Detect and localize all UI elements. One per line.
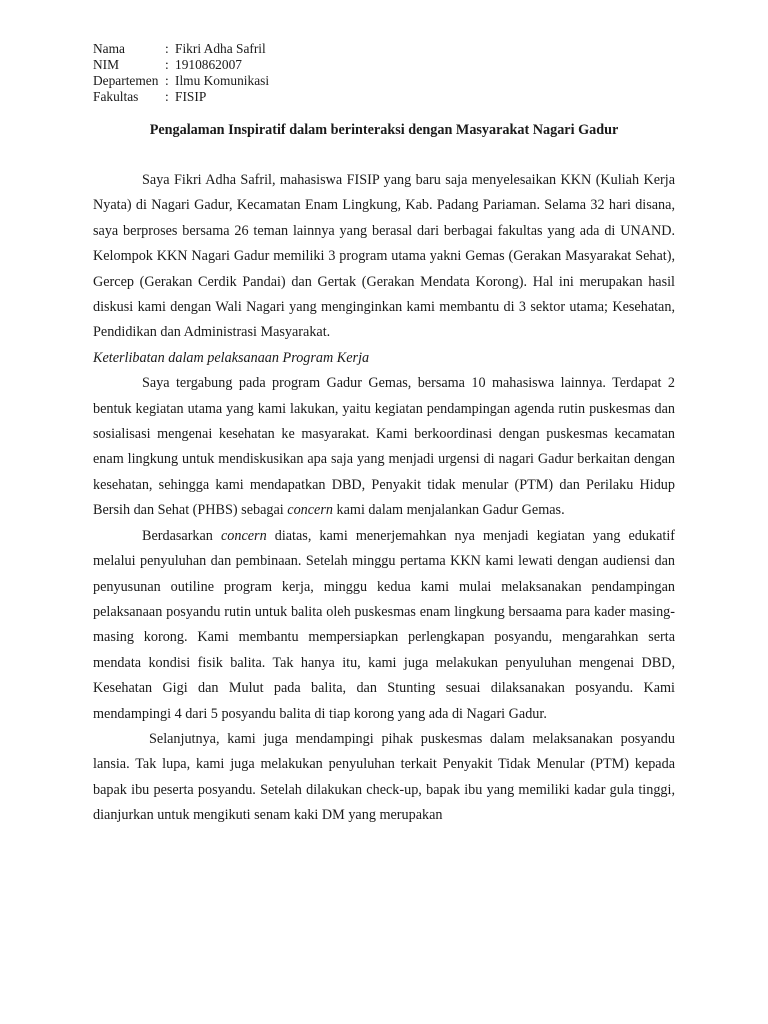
paragraph-program-involvement: [93, 371, 675, 523]
header-value-name: Fikri Adha Safril: [175, 41, 266, 56]
header-value-departemen: Ilmu Komunikasi: [175, 73, 270, 88]
paragraph-text: Berdasarkan: [142, 527, 221, 544]
student-info-header: [93, 41, 269, 105]
header-value-fakultas: FISIP: [175, 89, 207, 104]
italic-term: concern: [287, 502, 333, 519]
header-label: Nama: [93, 41, 125, 56]
italic-term: concern: [220, 527, 267, 544]
header-separator: :: [165, 41, 169, 56]
paragraph-activities: [93, 524, 675, 727]
document-body: [93, 168, 675, 829]
paragraph-intro: Saya Fikri Adha Safril, mahasiswa FISIP yang baru saja menyelesaikan KKN (Kuliah Kerja Nyata) di Nagari Gadur, Kecamatan Enam Lingkung, Kab. Padang Pariaman. Selama 32 hari disana, saya berproses bersama 26 teman lainnya yang berasal dari berbagai fakultas yang ada di UNAND. Kelompok KKN Nagari Gadur memiliki 3 program utama yakni Gemas (Gerakan Masyarakat Sehat), Gercep (Gerakan Cerdik Pandai) dan Gertak (Gerakan Mendata Korong). Hal ini merupakan hasil diskusi kami dengan Wali Nagari yang menginginkan kami membantu di 3 sektor utama; Kesehatan, Pendidikan dan Administrasi Masyarakat.: [93, 172, 675, 341]
header-separator: :: [165, 89, 169, 104]
header-row-nim: [93, 57, 269, 73]
header-separator: :: [165, 73, 169, 88]
header-label: NIM: [93, 57, 120, 72]
header-label: Fakultas: [93, 89, 139, 104]
section-subheading: Keterlibatan dalam pelaksanaan Program Kerja: [93, 349, 370, 366]
paragraph-text: Saya tergabung pada program Gadur Gemas, bersama 10 mahasiswa lainnya. Terdapat 2 bentuk kegiatan utama yang kami lakukan, yaitu kegiatan pendampingan agenda rutin puskesmas dan sosialisasi mengenai kesehatan ke masyarakat. Kami berkoordinasi dengan puskesmas kecamatan enam lingkung untuk mendiskusikan apa saja yang menjadi urgensi di nagari Gadur berkaitan dengan kesehatan, sehingga kami mendapatkan DBD, Penyakit tidak menular (PTM) dan Perilaku Hidup Bersih dan Sehat (PHBS) sebagai: [93, 375, 675, 519]
header-row-fakultas: [93, 89, 269, 105]
header-separator: :: [165, 57, 169, 72]
header-row-nama: [93, 41, 269, 57]
paragraph-text: diatas, kami menerjemahkan nya menjadi kegiatan yang edukatif melalui penyuluhan dan pembinaan. Setelah minggu pertama KKN kami lewati dengan audiensi dan penyusunan outiline program kerja, minggu kedua kami mulai melaksanakan pendampingan pelaksanaan posyandu rutin untuk balita oleh puskesmas enam lingkung bersaama para kader masing-masing korong. Kami membantu mempersiapkan perlengkapan posyandu, mengarahkan serta mendata kondisi fisik balita. Tak hanya itu, kami juga melakukan penyuluhan mengenai DBD, Kesehatan Gigi dan Mulut pada balita, dan Stunting sesuai dilaksanakan posyandu. Kami mendampingi 4 dari 5 posyandu balita di tiap korong yang ada di Nagari Gadur.: [93, 527, 675, 722]
header-value-nim: 1910862007: [175, 57, 242, 72]
header-label: Departemen: [93, 73, 159, 88]
paragraph-posyandu-lansia: Selanjutnya, kami juga mendampingi pihak puskesmas dalam melaksanakan posyandu lansia. Tak lupa, kami juga melakukan penyuluhan terkait Penyakit Tidak Menular (PTM) kepada bapak ibu peserta posyandu. Setelah dilakukan check-up, bapak ibu yang memiliki kadar gula tinggi, dianjurkan untuk mengikuti senam kaki DM yang merupakan: [93, 730, 675, 824]
header-row-departemen: [93, 73, 269, 89]
paragraph-text: kami dalam menjalankan Gadur Gemas.: [332, 502, 565, 519]
document-title: Pengalaman Inspiratif dalam berinteraksi dengan Masyarakat Nagari Gadur: [149, 122, 619, 138]
